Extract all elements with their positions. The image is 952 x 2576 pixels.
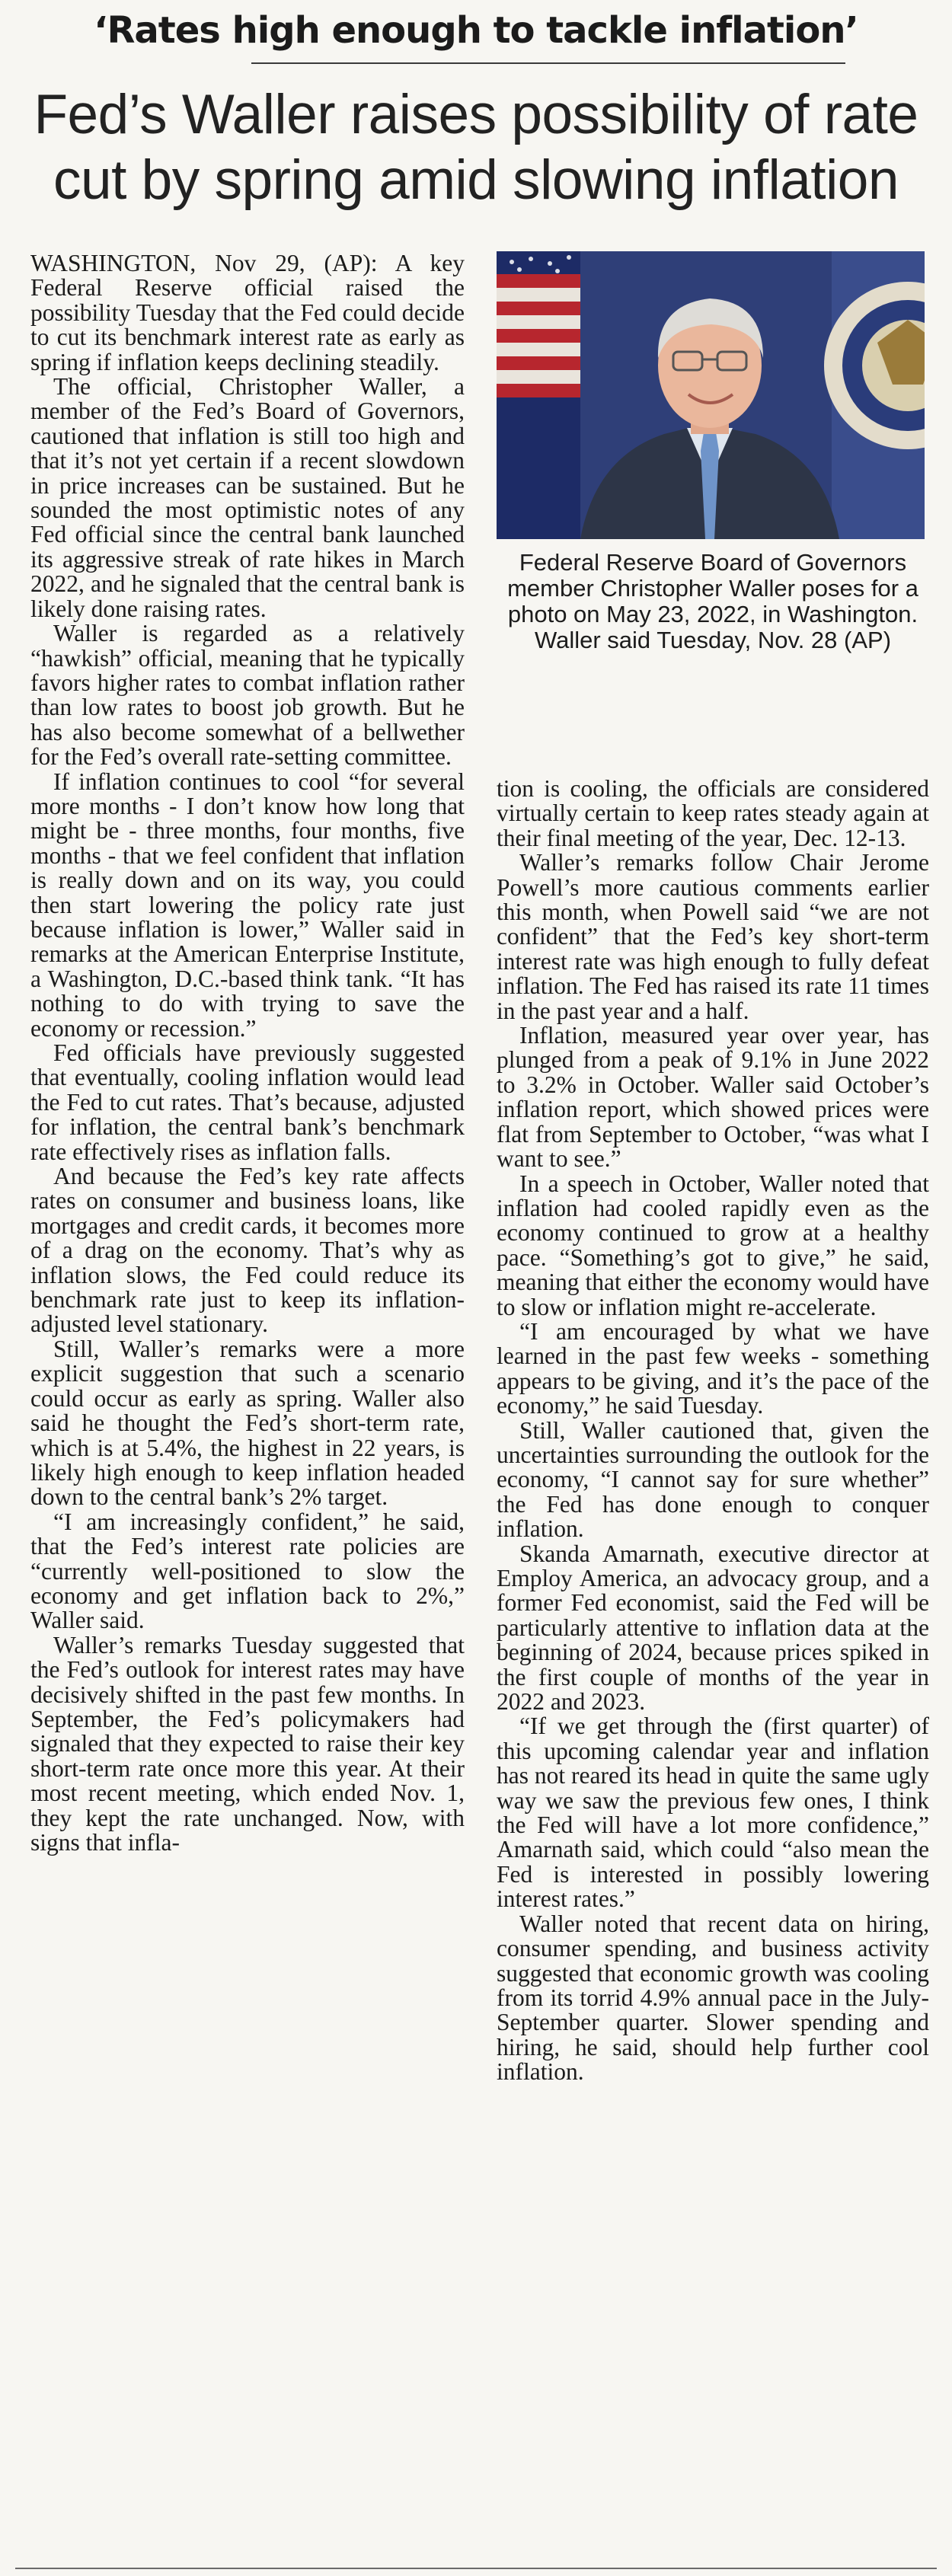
article-photo bbox=[497, 251, 925, 539]
article-paragraph: And because the Fed’s key rate affects rates on consumer and business loans, like mortgages and credit cards, it becomes more of a drag on the economy. That’s why as inflation slows, the Fed could reduce its benchmark rate just to keep its inflation-adjusted level stationary. bbox=[30, 1163, 465, 1338]
article-paragraph: Fed officials have previously suggested that eventually, cooling inflation would lead the Fed to cut rates. That’s because, adjusted for inflation, the central bank’s benchmark rate effectively rises as inflation falls. bbox=[30, 1039, 465, 1165]
article-column-left bbox=[30, 251, 465, 1855]
article-paragraph: Waller’s remarks Tuesday suggested that the Fed’s outlook for interest rates may have decisively shifted in the past few months. In September, the Fed’s policymakers had signaled that they expected to raise their key short-term rate once more this year. At their most recent meeting, which ended Nov. 1, they kept the rate unchanged. Now, with signs that infla- bbox=[30, 1631, 465, 1856]
article-paragraph: “I am increasingly confident,” he said, that the Fed’s interest rate policies are “currently well-positioned to slow the economy and get inflation back to 2%,” Waller said. bbox=[30, 1508, 465, 1634]
kicker-headline: ‘Rates high enough to tackle inflation’ bbox=[94, 9, 858, 52]
article-paragraph: The official, Christopher Waller, a member of the Fed’s Board of Governors, cautioned that inflation is still too high and that it’s not yet certain if a recent slowdown in price increases can be sustained. But he sounded the most optimistic notes of any Fed official since the central bank launched its aggressive streak of rate hikes in March 2022, and he signaled that the central bank is likely done raising rates. bbox=[30, 373, 465, 622]
waller-portrait-illustration bbox=[497, 251, 925, 539]
article-column-right bbox=[497, 777, 929, 2085]
article-paragraph: Waller is regarded as a relatively “hawkish” official, meaning that he typically favors higher rates to combat inflation rather than low rates to boost job growth. But he has also become somewhat of a bellwether for the Fed’s overall rate-setting committee. bbox=[30, 620, 465, 771]
article-paragraph: Still, Waller cautioned that, given the uncertainties surrounding the outlook for the economy, “I cannot say for sure whether” the Fed has done enough to conquer inflation. bbox=[497, 1416, 929, 1543]
article-paragraph: tion is cooling, the officials are considered virtually certain to keep rates steady again at their final meeting of the year, Dec. 12-13. bbox=[497, 775, 929, 851]
article-paragraph: If inflation continues to cool “for several more months - I don’t know how long that might be - three months, four months, five months - that we feel confident that inflation is really down and on its way, you could then start lowering the policy rate just because inflation is lower,” Waller said in remarks at the American Enterprise Institute, a Washington, D.C.-based think tank. “It has nothing to do with trying to save the economy or recession.” bbox=[30, 768, 465, 1042]
article-paragraph: In a speech in October, Waller noted that inflation had cooled rapidly even as the economy continued to grow at a healthy pace. “Something’s got to give,” he said, meaning that either the economy would have to slow or inflation might re-accelerate. bbox=[497, 1170, 929, 1320]
kicker-divider bbox=[251, 62, 845, 64]
photo-caption: Federal Reserve Board of Governors member Christopher Waller poses for a photo on May 23, 2022, in Washington. Waller said Tuesday, Nov. 28 (AP) bbox=[507, 549, 918, 653]
bottom-divider bbox=[15, 2568, 937, 2569]
article-paragraph: WASHINGTON, Nov 29, (AP): A key Federal Reserve official raised the possibility Tuesday that the Fed could decide to cut its benchmark interest rate as early as spring if inflation keeps declining steadily. bbox=[30, 250, 465, 375]
main-headline: Fed’s Waller raises possibility of rate cut by spring amid slowing inflation bbox=[34, 84, 918, 211]
us-flag-stripes bbox=[497, 274, 580, 397]
article-paragraph: “If we get through the (first quarter) of this upcoming calendar year and inflation has not reared its head in quite the same ugly way we saw the previous few ones, I think the Fed will have a lot more confidence,” Amarnath said, which could “also mean the Fed is interested in possibly lowering interest rates.” bbox=[497, 1713, 929, 1913]
article-paragraph: Inflation, measured year over year, has plunged from a peak of 9.1% in June 2022 to 3.2% in October. Waller said October’s inflation report, which showed prices were flat from September to October, “was what I want to see.” bbox=[497, 1022, 929, 1173]
article-paragraph: Waller’s remarks follow Chair Jerome Powell’s more cautious comments earlier this month, when Powell said “we are not confident” that the Fed’s key short-term interest rate was high enough to fully defeat inflation. The Fed has raised its rate 11 times in the past year and a half. bbox=[497, 849, 929, 1024]
article-paragraph: Waller noted that recent data on hiring, consumer spending, and business activity suggested that economic growth was cooling from its torrid 4.9% annual pace in the July-September quarter. Slower spending and hiring, he said, should help further cool inflation. bbox=[497, 1910, 929, 2086]
article-paragraph: Still, Waller’s remarks were a more explicit suggestion that such a scenario could occur as early as spring. Waller also said he thought the Fed’s short-term rate, which is at 5.4%, the highest in 22 years, is likely high enough to keep inflation headed down to the central bank’s 2% target. bbox=[30, 1335, 465, 1511]
article-paragraph: “I am encouraged by what we have learned in the past few weeks - something appears to be giving, and it’s the pace of the economy,” he said Tuesday. bbox=[497, 1317, 929, 1419]
article-paragraph: Skanda Amarnath, executive director at Employ America, an advocacy group, and a former Fed economist, said the Fed will be particularly attentive to inflation data at the beginning of 2024, because prices spiked in the first couple of months of the year in 2022 and 2023. bbox=[497, 1540, 929, 1716]
